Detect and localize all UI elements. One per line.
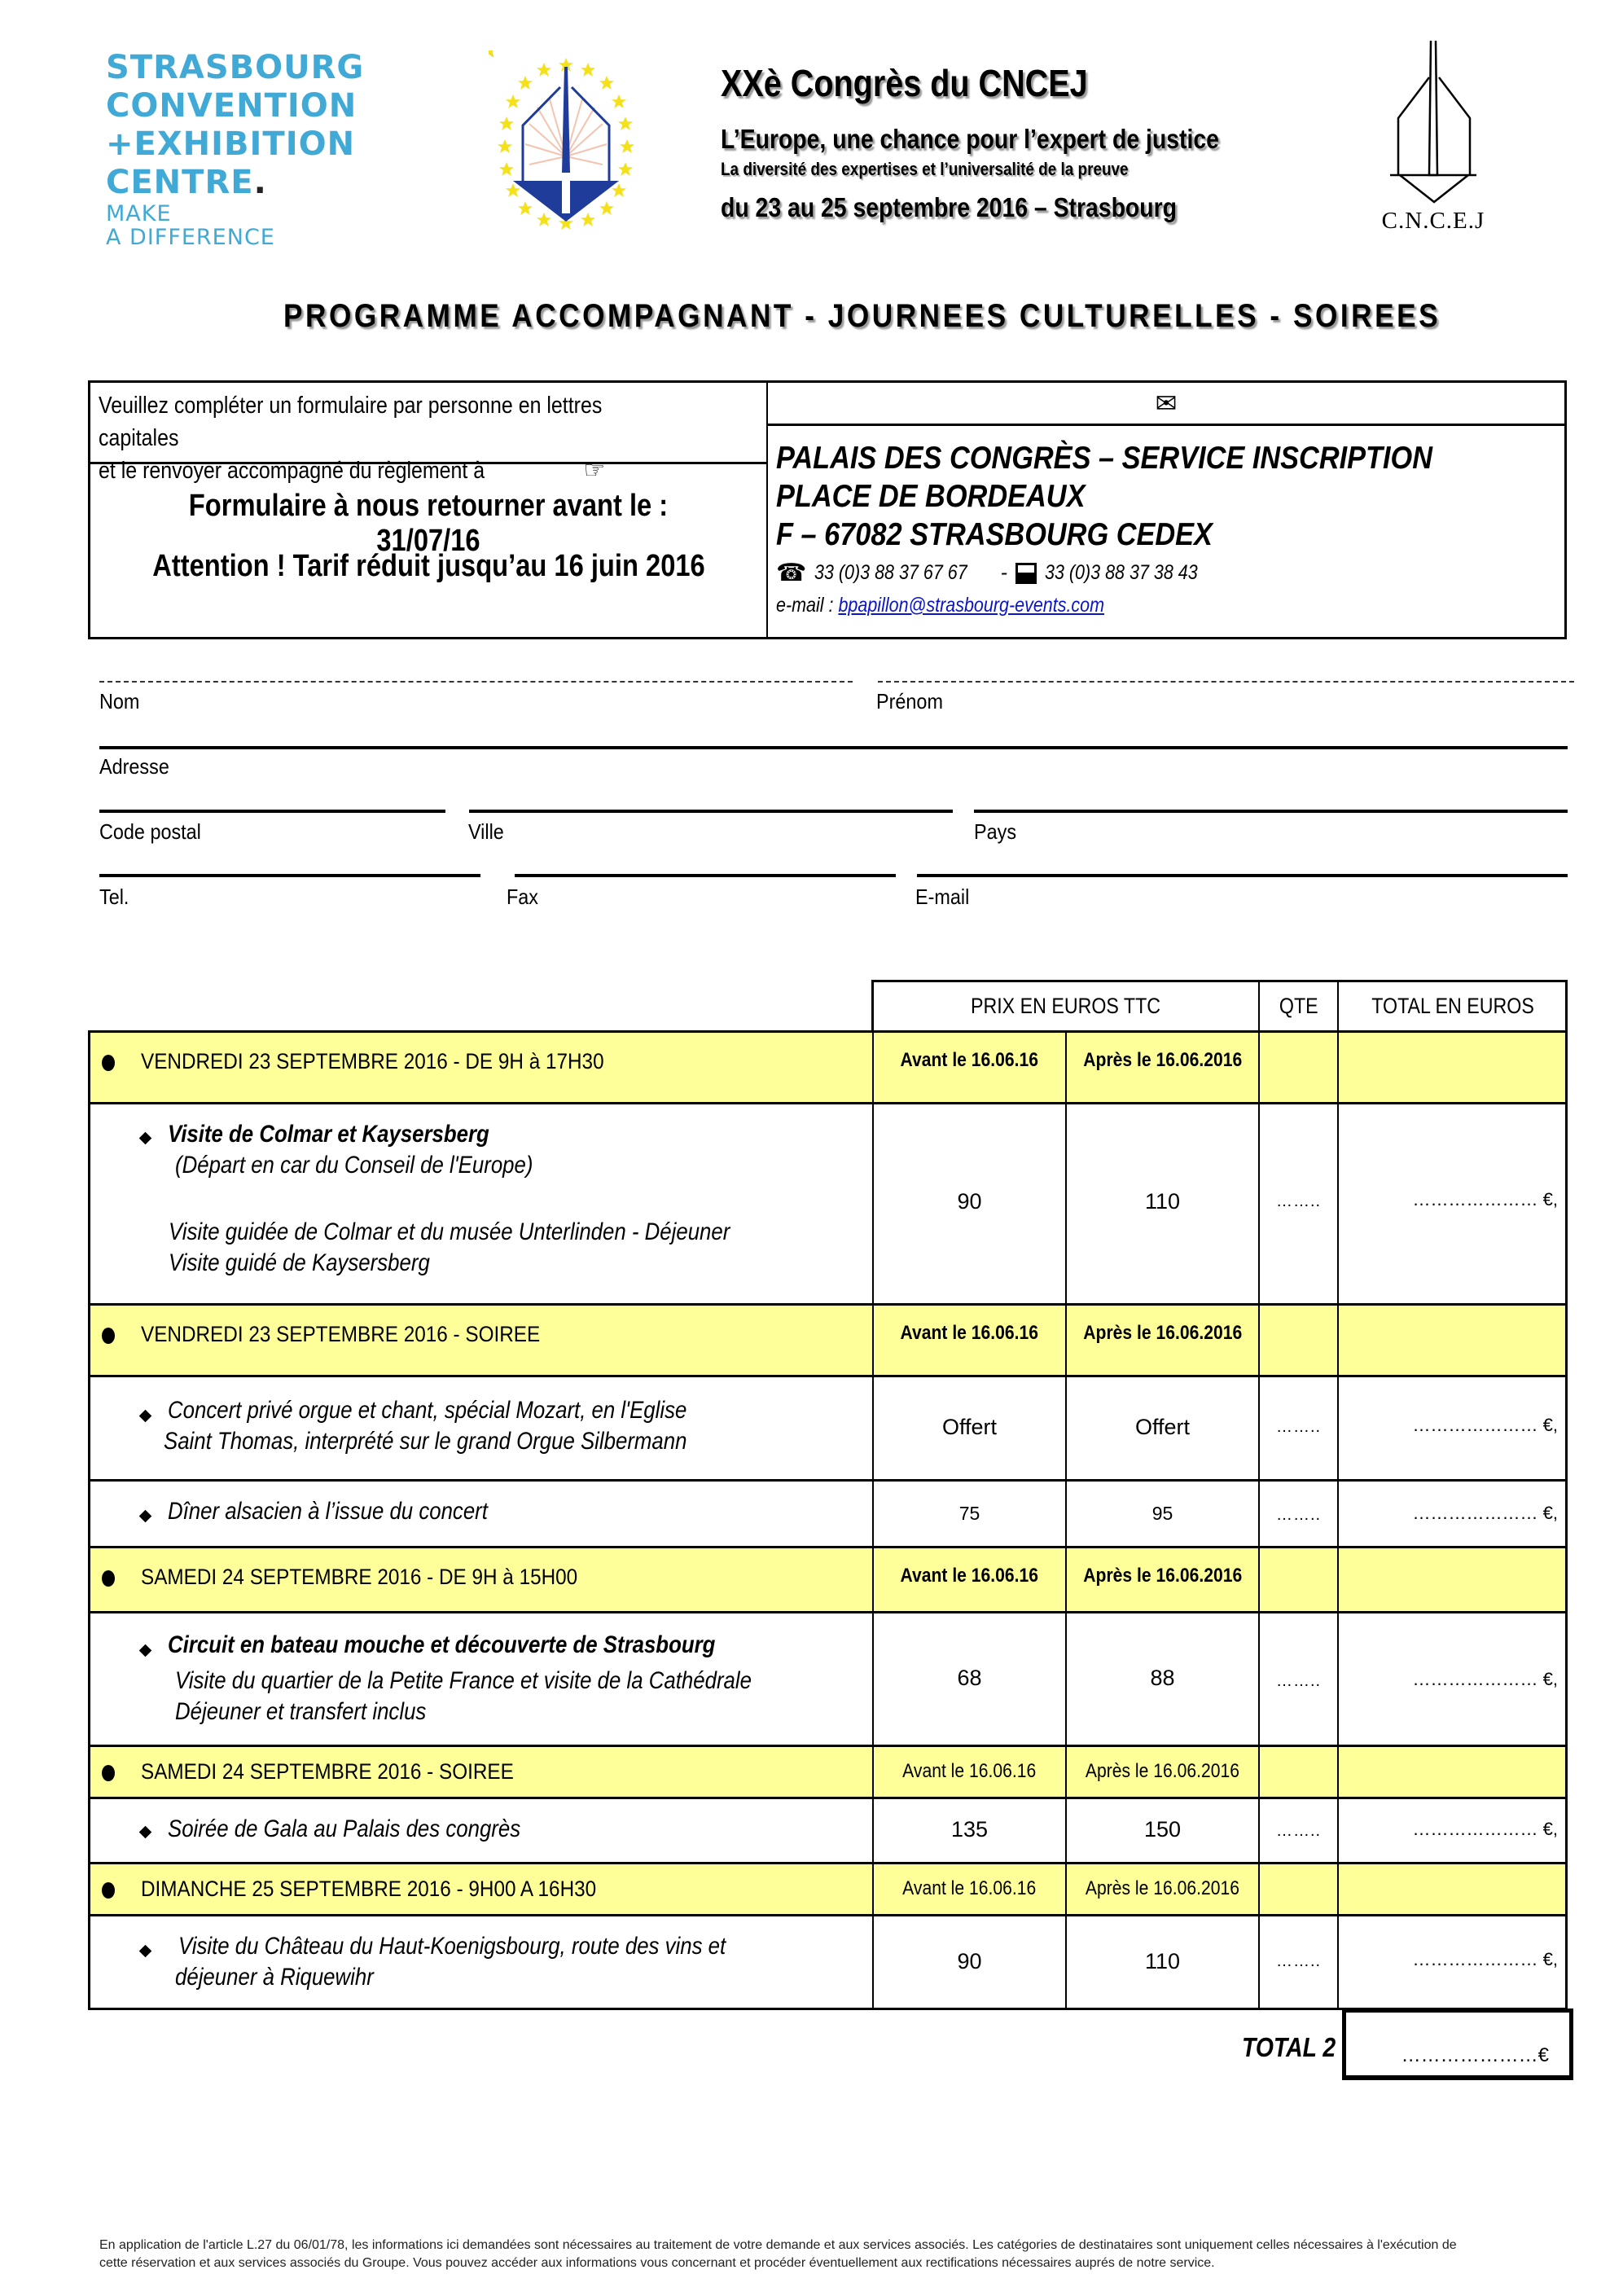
activity-row	[88, 1375, 1568, 1479]
congress-subtitle-2: La diversité des expertises et l’universalité de la preuve	[721, 159, 1129, 179]
congress-subtitle: L’Europe, une chance pour l’expert de justice	[721, 124, 1219, 154]
bullet-icon	[102, 1328, 115, 1344]
price-table-header	[871, 980, 1568, 1030]
logo-line: CENTRE	[106, 164, 254, 201]
email-link[interactable]: bpapillon@strasbourg-events.com	[838, 594, 1105, 617]
pays-input-line[interactable]	[974, 810, 1568, 813]
diamond-bullet-icon	[139, 1510, 152, 1523]
instructions-line: Veuillez compléter un formulaire par personne en lettres capitales	[99, 393, 603, 451]
price-after-label: Après le 16.06.2016	[1083, 1322, 1242, 1344]
instructions	[90, 383, 768, 484]
activity-detail: (Départ en car du Conseil de l'Europe)	[175, 1152, 533, 1179]
activity-detail: déjeuner à Riquewihr	[175, 1964, 374, 1991]
activity-detail: Déjeuner et transfert inclus	[175, 1698, 427, 1725]
bullet-icon	[102, 1055, 115, 1071]
day-label: SAMEDI 24 SEPTEMBRE 2016 - DE 9H à 15H00	[141, 1565, 578, 1589]
day-row	[88, 1546, 1568, 1611]
activity-row	[88, 1102, 1568, 1303]
price-after-label: Après le 16.06.2016	[1083, 1565, 1242, 1587]
price-after: 88	[1150, 1666, 1175, 1690]
cncej-cathedral-icon	[1388, 41, 1478, 204]
congress-dates: du 23 au 25 septembre 2016 – Strasbourg	[721, 192, 1177, 222]
activity-detail: Visite du quartier de la Petite France et visite de la Cathédrale	[175, 1667, 752, 1694]
day-row	[88, 1030, 1568, 1102]
price-before: Offert	[941, 1415, 998, 1439]
code-postal-label: Code postal	[99, 819, 201, 844]
nom-label: Nom	[99, 689, 140, 713]
day-label: VENDREDI 23 SEPTEMBRE 2016 - SOIREE	[141, 1322, 541, 1346]
ville-label: Ville	[468, 819, 504, 844]
eu-stars-cathedral-logo-icon	[489, 50, 643, 234]
bullet-icon	[102, 1765, 115, 1781]
pointing-hand-icon: ☞	[583, 457, 606, 484]
activity-row	[88, 1797, 1568, 1862]
activity-row	[88, 1914, 1568, 2010]
price-before-label: Avant le 16.06.16	[900, 1565, 1039, 1587]
qty-input[interactable]: ……..	[1275, 1952, 1322, 1970]
deadline-text: Formulaire à nous retourner avant le : 31/07/16	[188, 489, 669, 558]
envelope-icon: ✉	[1155, 389, 1178, 418]
day-row	[88, 1745, 1568, 1797]
price-after-label: Après le 16.06.2016	[1085, 1877, 1240, 1899]
deadline-box	[90, 464, 768, 637]
total-input[interactable]: ………………… €,	[1412, 1949, 1558, 1969]
mailing-address	[768, 426, 1564, 637]
strasbourg-convention-logo	[106, 49, 365, 250]
logo-line: STRASBOURG	[106, 49, 365, 86]
instructions-box	[88, 380, 1567, 639]
price-after-label: Après le 16.06.2016	[1083, 1049, 1242, 1071]
day-row	[88, 1862, 1568, 1914]
diamond-bullet-icon	[139, 1132, 152, 1145]
price-after: 95	[1151, 1503, 1173, 1524]
diamond-bullet-icon	[139, 1826, 152, 1839]
diamond-bullet-icon	[139, 1410, 152, 1423]
bullet-icon	[102, 1570, 115, 1587]
prenom-input-line[interactable]	[878, 681, 1574, 684]
adresse-input-line[interactable]	[99, 746, 1568, 749]
phone-icon: ☎	[776, 560, 807, 586]
cncej-logo	[1381, 41, 1485, 236]
address-line: F – 67082 STRASBOURG CEDEX	[776, 517, 1213, 552]
nom-input-line[interactable]	[99, 681, 853, 684]
bullet-icon	[102, 1882, 115, 1899]
total-input[interactable]: ………………… €,	[1412, 1189, 1558, 1209]
code-postal-input-line[interactable]	[99, 810, 445, 813]
activity-title: Visite du Château du Haut-Koenigsbourg, route des vins et	[178, 1933, 726, 1960]
total-input[interactable]: ………………… €,	[1412, 1819, 1558, 1839]
program-title: PROGRAMME ACCOMPAGNANT - JOURNEES CULTURELLES - SOIREES	[283, 298, 1441, 334]
activity-title: Soirée de Gala au Palais des congrès	[168, 1815, 521, 1842]
email-label: e-mail :	[776, 594, 834, 617]
total-input[interactable]: ………………… €,	[1412, 1503, 1558, 1523]
activity-row	[88, 1479, 1568, 1546]
activity-detail: Visite guidé de Kaysersberg	[169, 1249, 430, 1276]
activity-detail: Visite guidée de Colmar et du musée Unterlinden - Déjeuner	[169, 1218, 730, 1245]
legal-line: cette réservation et aux services associés du Groupe. Vous pouvez accéder aux informations vous concernant et procéder éventuellement aux rectifications nécessaires auprés de notre service.	[99, 2256, 1215, 2270]
day-label: SAMEDI 24 SEPTEMBRE 2016 - SOIREE	[141, 1759, 514, 1784]
price-before: 90	[957, 1189, 982, 1214]
total-label: TOTAL 2	[1242, 2032, 1336, 2062]
tel-input-line[interactable]	[99, 874, 480, 877]
ville-input-line[interactable]	[469, 810, 953, 813]
qty-input[interactable]: ……..	[1275, 1506, 1322, 1524]
price-after: 110	[1144, 1949, 1181, 1973]
day-row	[88, 1303, 1568, 1375]
activity-title: Concert privé orgue et chant, spécial Mozart, en l'Eglise	[168, 1397, 687, 1424]
price-after-label: Après le 16.06.2016	[1085, 1760, 1240, 1782]
fax-input-line[interactable]	[515, 874, 896, 877]
day-label: DIMANCHE 25 SEPTEMBRE 2016 - 9H00 A 16H30	[141, 1877, 597, 1901]
congress-title: XXè Congrès du CNCEJ	[721, 62, 1088, 104]
activity-row	[88, 1611, 1568, 1745]
logo-line: +EXHIBITION	[106, 125, 356, 163]
price-before-label: Avant le 16.06.16	[900, 1049, 1039, 1071]
activity-title: Visite de Colmar et Kaysersberg	[168, 1121, 489, 1148]
price-after: 150	[1143, 1817, 1182, 1842]
email-input-line[interactable]	[917, 874, 1568, 877]
logo-tagline: MAKE	[106, 201, 172, 226]
mail-header	[768, 383, 1564, 426]
price-before: 135	[950, 1817, 989, 1842]
total-header: TOTAL EN EUROS	[1371, 994, 1535, 1018]
logo-dot: .	[253, 164, 267, 201]
activity-title: Dîner alsacien à l’issue du concert	[168, 1498, 488, 1525]
phone-number: 33 (0)3 88 37 67 67	[814, 561, 968, 584]
address-line: PALAIS DES CONGRÈS – SERVICE INSCRIPTION	[776, 441, 1433, 476]
price-before-label: Avant le 16.06.16	[902, 1760, 1037, 1782]
qty-input[interactable]: ……..	[1275, 1672, 1322, 1690]
activities-table	[88, 1030, 1568, 2010]
diamond-bullet-icon	[139, 1945, 152, 1958]
qty-input[interactable]: ……..	[1275, 1418, 1322, 1436]
tel-label: Tel.	[99, 885, 129, 909]
total-input[interactable]: ………………… €,	[1412, 1669, 1558, 1689]
price-before-label: Avant le 16.06.16	[902, 1877, 1037, 1899]
price-after: 110	[1144, 1189, 1181, 1214]
price-before-label: Avant le 16.06.16	[900, 1322, 1039, 1344]
price-before: 90	[957, 1949, 982, 1973]
qty-input[interactable]: ……..	[1275, 1192, 1322, 1210]
grand-total-box[interactable]	[1342, 2008, 1573, 2080]
total-input[interactable]: ………………… €,	[1412, 1415, 1558, 1435]
address-line: PLACE DE BORDEAUX	[776, 479, 1086, 514]
adresse-label: Adresse	[99, 754, 169, 779]
fax-icon	[1015, 563, 1037, 584]
activity-title: Circuit en bateau mouche et découverte de Strasbourg	[168, 1631, 716, 1658]
fax-number: 33 (0)3 88 37 38 43	[1044, 561, 1198, 584]
separator: -	[1000, 561, 1007, 584]
instructions-line: et le renvoyer accompagné du règlement à	[99, 458, 485, 484]
cncej-label: C.N.C.E.J	[1381, 208, 1485, 234]
day-label: VENDREDI 23 SEPTEMBRE 2016 - DE 9H à 17H30	[141, 1049, 604, 1073]
diamond-bullet-icon	[139, 1644, 152, 1657]
logo-tagline: A DIFFERENCE	[106, 225, 275, 250]
pays-label: Pays	[974, 819, 1017, 844]
prenom-label: Prénom	[876, 689, 943, 713]
qty-input[interactable]: ……..	[1275, 1822, 1322, 1840]
price-after: Offert	[1134, 1415, 1191, 1439]
price-before: 68	[957, 1666, 982, 1690]
activity-detail: Saint Thomas, interprété sur le grand Orgue Silbermann	[164, 1428, 687, 1455]
legal-notice	[99, 2237, 1565, 2272]
logo-line: CONVENTION	[106, 87, 357, 125]
qty-header: QTE	[1260, 982, 1339, 1030]
price-before: 75	[958, 1503, 980, 1524]
price-header: PRIX EN EUROS TTC	[874, 982, 1260, 1030]
grand-total-value: …………………€	[1401, 2044, 1549, 2066]
email-label: E-mail	[915, 885, 970, 909]
fax-label: Fax	[507, 885, 539, 909]
legal-line: En application de l'article L.27 du 06/01/78, les informations ici demandées sont nécessaires au traitement de votre demande et aux services associés. Les catégories de destinataires sont uniquement celles nécessaires à l'exécution de	[99, 2238, 1457, 2252]
reduced-rate-text: Attention ! Tarif réduit jusqu’au 16 juin 2016	[151, 549, 705, 583]
